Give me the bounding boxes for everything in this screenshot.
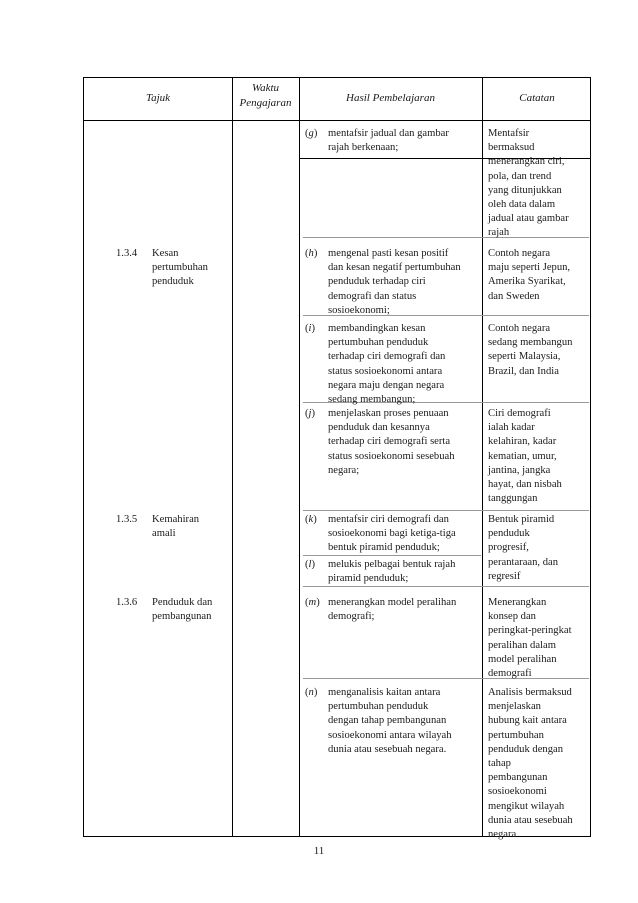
outcome-text bbox=[328, 596, 480, 624]
note-text-line: maju seperti Jepun, bbox=[488, 262, 571, 274]
outcome-text-line: pertumbuhan penduduk bbox=[328, 337, 429, 349]
outcome-text-line: sosioekonomi bagi ketiga-tiga bbox=[328, 528, 456, 540]
note-text-line: rajah bbox=[488, 227, 510, 239]
outcome-letter: h bbox=[308, 248, 314, 259]
outcome-text-line: menerangkan model peralihan bbox=[328, 597, 457, 608]
topic-title bbox=[152, 513, 232, 541]
outcome-label: (n) bbox=[305, 687, 318, 698]
outcome-text-line: dengan tahap pembangunan bbox=[328, 715, 447, 727]
header-catatan: Catatan bbox=[519, 92, 555, 104]
outcome-text-line: terhadap ciri demografi serta bbox=[328, 436, 451, 448]
note-text bbox=[488, 513, 588, 584]
header-divider bbox=[84, 120, 590, 121]
note-text-line: sedang membangun bbox=[488, 337, 573, 349]
header-hasil: Hasil Pembelajaran bbox=[346, 92, 435, 104]
note-text bbox=[488, 407, 588, 506]
outcome-text-line: rajah berkenaan; bbox=[328, 142, 399, 154]
topic-title bbox=[152, 596, 232, 624]
note-text-line: Contoh negara bbox=[488, 248, 551, 259]
note-text-line: dunia atau sesebuah bbox=[488, 814, 573, 826]
topic-number: 1.3.5 bbox=[116, 514, 138, 525]
outcome-label: (k) bbox=[305, 514, 317, 525]
note-text-line: sosioekonomi bbox=[488, 786, 547, 798]
note-text-line: model peralihan bbox=[488, 653, 557, 665]
note-text-line: konsep dan bbox=[488, 611, 536, 623]
outcome-label: (j) bbox=[305, 408, 316, 419]
outcome-letter: m bbox=[308, 597, 317, 608]
outcome-text bbox=[328, 686, 480, 757]
topic-title-line: Kesan bbox=[152, 248, 179, 259]
outcome-text-line: piramid penduduk; bbox=[328, 573, 409, 585]
topic-title-line: Kemahiran bbox=[152, 514, 200, 525]
note-text-line: negara bbox=[488, 829, 517, 841]
header-waktu-line2: Pengajaran bbox=[239, 97, 292, 109]
column-divider bbox=[232, 78, 233, 836]
note-text bbox=[488, 596, 588, 681]
outcome-text-line: membandingkan kesan bbox=[328, 323, 426, 334]
outcome-text-line: status sosioekonomi sesebuah bbox=[328, 450, 455, 462]
outcome-text-line: sedang membangun; bbox=[328, 394, 416, 406]
note-text bbox=[488, 686, 588, 842]
note-text-line: hayat, dan nisbah bbox=[488, 479, 562, 491]
outcome-text-line: menjelaskan proses penuaan bbox=[328, 408, 449, 419]
note-text-line: kematian, umur, bbox=[488, 450, 557, 462]
note-text-line: demografi bbox=[488, 668, 532, 680]
outcome-label: (m) bbox=[305, 597, 320, 608]
outcome-text-line: sosioekonomi; bbox=[328, 304, 390, 316]
header-tajuk: Tajuk bbox=[145, 92, 171, 104]
topic-title-line: Penduduk dan bbox=[152, 597, 213, 608]
note-text bbox=[488, 127, 588, 241]
outcome-text-line: sosioekonomi antara wilayah bbox=[328, 729, 452, 741]
outcome-text bbox=[328, 247, 480, 318]
outcome-text-line: terhadap ciri demografi dan bbox=[328, 351, 446, 363]
note-text-line: Analisis bermaksud bbox=[488, 687, 572, 698]
topic-title-line: amali bbox=[152, 528, 176, 540]
outcome-text bbox=[328, 322, 480, 407]
outcome-text-line: demografi dan status bbox=[328, 290, 417, 302]
outcome-text-line: dan kesan negatif pertumbuhan bbox=[328, 262, 461, 274]
topic-title-line: pembangunan bbox=[152, 611, 212, 623]
outcome-text-line: melukis pelbagai bentuk rajah bbox=[328, 559, 456, 570]
outcome-label: (l) bbox=[305, 559, 316, 570]
row-divider bbox=[303, 510, 589, 511]
note-text-line: mengikut wilayah bbox=[488, 800, 565, 812]
outcome-text-line: status sosioekonomi antara bbox=[328, 365, 443, 377]
outcome-text-line: penduduk dan kesannya bbox=[328, 422, 430, 434]
note-text-line: pola, dan trend bbox=[488, 170, 552, 182]
header-waktu bbox=[232, 81, 299, 111]
outcome-letter: i bbox=[308, 323, 312, 334]
note-text-line: Menerangkan bbox=[488, 597, 547, 608]
column-divider bbox=[482, 78, 483, 836]
outcome-label: (g) bbox=[305, 128, 318, 139]
outcome-text-line: bentuk piramid penduduk; bbox=[328, 542, 440, 554]
note-text-line: progresif, bbox=[488, 542, 529, 554]
note-text bbox=[488, 322, 588, 379]
outcome-letter: k bbox=[308, 514, 314, 525]
outcome-letter: n bbox=[308, 687, 314, 698]
outcome-text-line: dunia atau sesebuah negara. bbox=[328, 743, 447, 755]
note-text-line: Ciri demografi bbox=[488, 408, 551, 419]
note-text-line: hubung kait antara bbox=[488, 715, 567, 727]
outcome-text-line: mentafsir jadual dan gambar bbox=[328, 128, 449, 139]
outcome-text bbox=[328, 513, 480, 556]
outcome-text-line: penduduk terhadap ciri bbox=[328, 276, 426, 288]
outcome-letter: j bbox=[308, 408, 312, 419]
header-waktu-line1: Waktu bbox=[251, 82, 280, 94]
note-text-line: pembangunan bbox=[488, 772, 548, 784]
note-text-line: menjelaskan bbox=[488, 701, 541, 713]
outcome-text-line: pertumbuhan penduduk bbox=[328, 701, 429, 713]
note-text-line: jadual atau gambar bbox=[488, 213, 569, 225]
topic-title-line: pertumbuhan bbox=[152, 262, 208, 274]
topic-title-line: penduduk bbox=[152, 276, 194, 288]
note-text-line: kelahiran, kadar bbox=[488, 436, 557, 448]
outcome-text-line: menganalisis kaitan antara bbox=[328, 687, 441, 698]
note-text-line: oleh data dalam bbox=[488, 199, 556, 211]
outcome-text bbox=[328, 407, 480, 478]
note-text-line: pertumbuhan bbox=[488, 729, 544, 741]
note-text-line: Bentuk piramid bbox=[488, 514, 555, 525]
note-text-line: Mentafsir bbox=[488, 128, 530, 139]
note-text-line: peralihan dalam bbox=[488, 639, 556, 651]
note-text-line: bermaksud bbox=[488, 142, 535, 154]
outcome-text bbox=[328, 127, 480, 155]
outcome-letter: l bbox=[308, 559, 312, 570]
page-number: 11 bbox=[313, 845, 325, 857]
note-text-line: Contoh negara bbox=[488, 323, 551, 334]
note-text-line: penduduk dengan bbox=[488, 743, 564, 755]
outcome-label: (h) bbox=[305, 248, 318, 259]
outcome-text-line: mengenal pasti kesan positif bbox=[328, 248, 449, 259]
note-text-line: menerangkan ciri, bbox=[488, 156, 565, 168]
note-text-line: peringkat-peringkat bbox=[488, 625, 572, 637]
outcome-text bbox=[328, 558, 480, 586]
note-text bbox=[488, 247, 588, 304]
note-text-line: penduduk bbox=[488, 528, 530, 540]
topic-number: 1.3.6 bbox=[116, 597, 138, 608]
outcome-text-line: mentafsir ciri demografi dan bbox=[328, 514, 449, 525]
outcome-text-line: demografi; bbox=[328, 611, 375, 623]
note-text-line: tanggungan bbox=[488, 493, 538, 505]
outcome-label: (i) bbox=[305, 323, 316, 334]
note-text-line: perantaraan, dan bbox=[488, 556, 558, 568]
column-divider bbox=[299, 78, 300, 836]
note-text-line: Amerika Syarikat, bbox=[488, 276, 566, 288]
note-text-line: seperti Malaysia, bbox=[488, 351, 561, 363]
topic-number: 1.3.4 bbox=[116, 248, 138, 259]
outcome-text-line: negara maju dengan negara bbox=[328, 379, 445, 391]
outcome-letter: g bbox=[308, 128, 314, 139]
note-text-line: dan Sweden bbox=[488, 290, 540, 302]
note-text-line: yang ditunjukkan bbox=[488, 184, 562, 196]
note-text-line: regresif bbox=[488, 570, 521, 582]
note-text-line: jantina, jangka bbox=[488, 464, 551, 476]
topic-title bbox=[152, 247, 232, 290]
outcome-text-line: negara; bbox=[328, 464, 360, 476]
note-text-line: tahap bbox=[488, 758, 511, 770]
note-text-line: Brazil, dan India bbox=[488, 365, 559, 377]
note-text-line: ialah kadar bbox=[488, 422, 535, 434]
